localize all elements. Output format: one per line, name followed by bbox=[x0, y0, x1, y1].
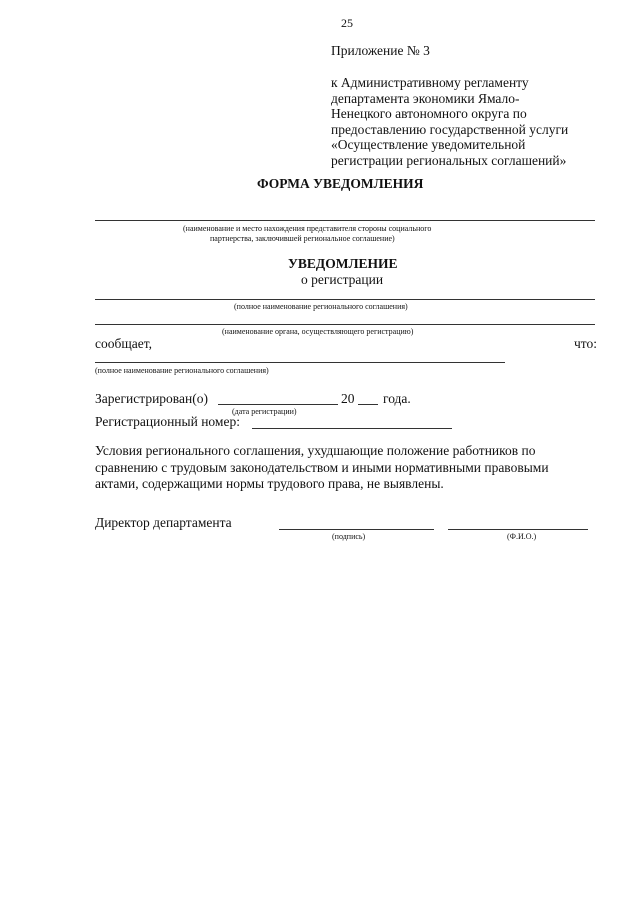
signature-caption: (подпись) bbox=[332, 532, 366, 541]
reports-label: сообщает, bbox=[95, 336, 152, 351]
reg-number-label: Регистрационный номер: bbox=[95, 414, 240, 429]
full-name-field[interactable] bbox=[448, 529, 588, 530]
agreement-name-field-2[interactable] bbox=[95, 362, 505, 363]
notice-title: УВЕДОМЛЕНИЕ bbox=[288, 256, 398, 271]
appendix-line: Ненецкого автономного округа по bbox=[331, 106, 527, 121]
appendix-line: предоставлению государственной услуги bbox=[331, 121, 569, 137]
party-caption-line-1: (наименование и место нахождения представителя стороны социального bbox=[183, 224, 432, 233]
registrar-caption: (наименование органа, осуществляющего регистрацию) bbox=[222, 327, 414, 336]
year-prefix: 20 bbox=[341, 391, 355, 406]
notice-subtitle: о регистрации bbox=[301, 272, 384, 287]
registration-date-caption: (дата регистрации) bbox=[232, 407, 297, 416]
director-label: Директор департамента bbox=[95, 515, 232, 530]
paragraph-line: сравнению с трудовым законодательством и иными нормативными правовыми bbox=[95, 459, 549, 475]
registered-label: Зарегистрирован(о) bbox=[95, 391, 208, 406]
party-name-field[interactable] bbox=[95, 220, 595, 221]
year-field[interactable] bbox=[358, 404, 378, 405]
appendix-reference bbox=[331, 75, 601, 168]
appendix-title: Приложение № 3 bbox=[331, 43, 430, 58]
form-title: ФОРМА УВЕДОМЛЕНИЯ bbox=[257, 176, 424, 191]
conditions-paragraph bbox=[95, 443, 600, 493]
agreement-name-caption: (полное наименование регионального соглашения) bbox=[234, 302, 408, 311]
appendix-line: регистрации региональных соглашений» bbox=[331, 152, 567, 168]
paragraph-line: актами, содержащими нормы трудового права, не выявлены. bbox=[95, 476, 444, 491]
signature-field[interactable] bbox=[279, 529, 434, 530]
agreement-name-field[interactable] bbox=[95, 299, 595, 300]
appendix-line: департамента экономики Ямало- bbox=[331, 90, 520, 106]
year-suffix: года. bbox=[383, 391, 411, 406]
agreement-name-caption-2: (полное наименование регионального соглашения) bbox=[95, 366, 269, 375]
full-name-caption: (Ф.И.О.) bbox=[507, 532, 537, 541]
appendix-line: к Административному регламенту bbox=[331, 75, 529, 90]
registration-date-field[interactable] bbox=[218, 404, 338, 405]
that-label: что: bbox=[574, 336, 598, 351]
page-number: 25 bbox=[341, 16, 353, 30]
party-caption-line-2: партнерства, заключившей региональное соглашение) bbox=[210, 234, 395, 243]
appendix-line: «Осуществление уведомительной bbox=[331, 137, 526, 152]
reg-number-field[interactable] bbox=[252, 428, 452, 429]
registrar-name-field[interactable] bbox=[95, 324, 595, 325]
paragraph-line: Условия регионального соглашения, ухудшающие положение работников по bbox=[95, 443, 536, 458]
